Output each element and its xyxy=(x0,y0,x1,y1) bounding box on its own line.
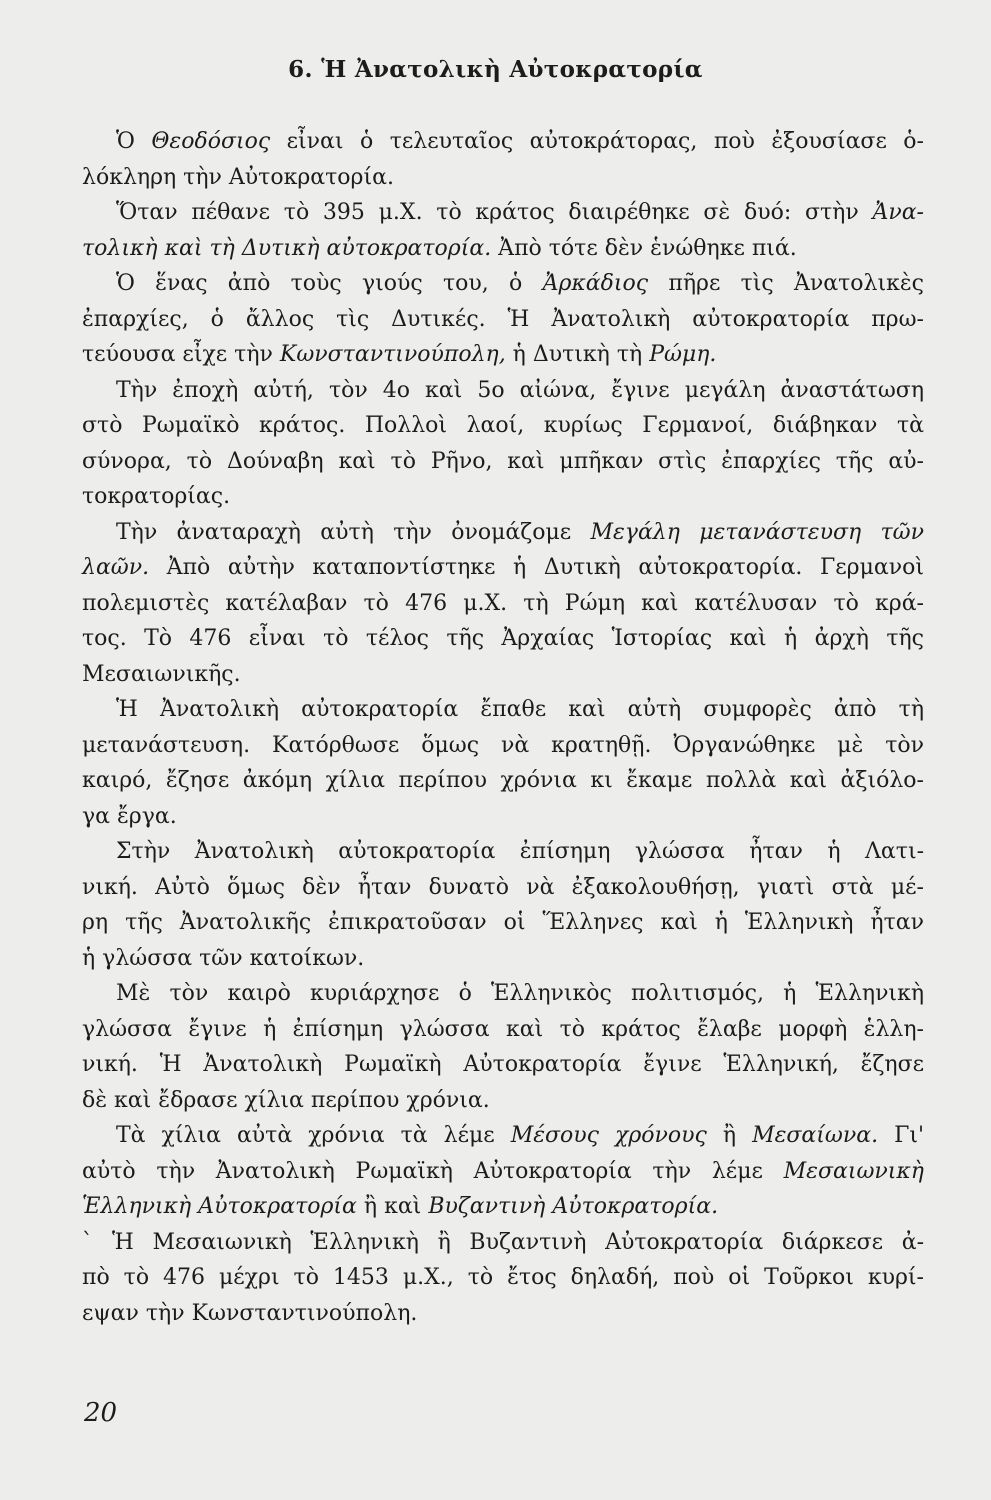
text-line: στὸ Ρωμαϊκὸ κράτος. Πολλοὶ λαοί, κυρίως Γερμανοί, διάβηκαν τὰ xyxy=(82,413,924,438)
text-line: εψαν τὴν Κωνσταντινούπολη. xyxy=(82,1300,418,1326)
text-line: Τὴν ἀναταραχὴ αὐτὴ τὴν ὀνομάζομε Μεγάλη μετανάστευση τῶν xyxy=(116,519,924,545)
text-line: Ὁ Θεοδόσιος εἶναι ὁ τελευταῖος αὐτοκράτορας, ποὺ ἐξουσίασε ὁ- xyxy=(116,129,924,154)
text-line: ` Ἡ Μεσαιωνικὴ Ἑλληνικὴ ἢ Βυζαντινὴ Αὐτοκρατορία διάρκεσε ἀ- xyxy=(82,1225,924,1261)
text-line: Μὲ τὸν καιρὸ κυριάρχησε ὁ Ἑλληνικὸς πολιτισμός, ἡ Ἑλληνικὴ xyxy=(116,981,924,1006)
text-line: νική. Ἡ Ἀνατολικὴ Ρωμαϊκὴ Αὐτοκρατορία ἔγινε Ἑλληνική, ἔζησε xyxy=(82,1052,924,1077)
text-line: Τὴν ἐποχὴ αὐτή, τὸν 4ο καὶ 5ο αἰώνα, ἔγινε μεγάλη ἀναστάτωση xyxy=(116,377,924,403)
text-line: αὐτὸ τὴν Ἀνατολικὴ Ρωμαϊκὴ Αὐτοκρατορία τὴν λέμε Μεσαιωνικὴ xyxy=(82,1158,924,1184)
text-line: Ἡ Ἀνατολικὴ αὐτοκρατορία ἔπαθε καὶ αὐτὴ συμφορὲς ἀπὸ τὴ xyxy=(116,697,924,722)
text-line: σύνορα, τὸ Δούναβη καὶ τὸ Ρῆνο, καὶ μπῆκαν στὶς ἐπαρχίες τῆς αὐ- xyxy=(82,448,924,474)
text-line: λόκληρη τὴν Αὐτοκρατορία. xyxy=(82,164,394,190)
text-line: Τὰ χίλια αὐτὰ χρόνια τὰ λέμε Μέσους χρόνους ἢ Μεσαίωνα. Γι' xyxy=(116,1123,925,1148)
text-line: τος. Τὸ 476 εἶναι τὸ τέλος τῆς Ἀρχαίας Ἱστορίας καὶ ἡ ἀρχὴ τῆς xyxy=(82,626,924,651)
page-number: 20 xyxy=(84,1398,118,1428)
text-line: τεύουσα εἶχε τὴν Κωνσταντινούπολη, ἡ Δυτικὴ τὴ Ρώμη. xyxy=(82,342,717,367)
body-text xyxy=(82,124,924,1331)
text-line: λαῶν. Ἀπὸ αὐτὴν καταποντίστηκε ἡ Δυτικὴ αὐτοκρατορία. Γερμανοὶ xyxy=(82,555,924,580)
text-line: Ὅταν πέθανε τὸ 395 μ.Χ. τὸ κράτος διαιρέθηκε σὲ δυό: στὴν Ἀνα- xyxy=(116,200,924,225)
chapter-heading: 6. Ἡ Ἀνατολικὴ Αὐτοκρατορία xyxy=(288,56,703,83)
text-line: νική. Αὐτὸ ὅμως δὲν ἦταν δυνατὸ νὰ ἐξακολουθήσῃ, γιατὶ στὰ μέ- xyxy=(82,874,924,900)
text-line: Στὴν Ἀνατολικὴ αὐτοκρατορία ἐπίσημη γλώσσα ἦταν ἡ Λατι- xyxy=(116,839,924,864)
text-line: πὸ τὸ 476 μέχρι τὸ 1453 μ.Χ., τὸ ἔτος δηλαδή, ποὺ οἱ Τοῦρκοι κυρί- xyxy=(82,1265,924,1290)
text-line: τολικὴ καὶ τὴ Δυτικὴ αὐτοκρατορία. Ἀπὸ τότε δὲν ἑνώθηκε πιά. xyxy=(82,235,797,261)
text-line: μετανάστευση. Κατόρθωσε ὅμως νὰ κρατηθῇ. Ὀργανώθηκε μὲ τὸν xyxy=(82,732,924,758)
text-line: Μεσαιωνικῆς. xyxy=(82,661,241,687)
text-line: πολεμιστὲς κατέλαβαν τὸ 476 μ.Χ. τὴ Ρώμη καὶ κατέλυσαν τὸ κρά- xyxy=(82,590,924,616)
text-line: τοκρατορίας. xyxy=(82,484,231,509)
text-line: δὲ καὶ ἔδρασε χίλια περίπου χρόνια. xyxy=(82,1087,490,1113)
text-line: γα ἔργα. xyxy=(82,803,177,829)
text-line: γλώσσα ἔγινε ἡ ἐπίσημη γλώσσα καὶ τὸ κράτος ἔλαβε μορφὴ ἑλλη- xyxy=(82,1016,924,1042)
stray-mark: ` xyxy=(82,1229,93,1255)
text-line: ρη τῆς Ἀνατολικῆς ἐπικρατοῦσαν οἱ Ἕλληνες καὶ ἡ Ἑλληνικὴ ἦταν xyxy=(82,910,924,935)
text-line: ἡ γλώσσα τῶν κατοίκων. xyxy=(82,945,365,971)
text-line: ἐπαρχίες, ὁ ἄλλος τὶς Δυτικές. Ἡ Ἀνατολικὴ αὐτοκρατορία πρω- xyxy=(82,306,924,332)
text-line: Ἑλληνικὴ Αὐτοκρατορία ἢ καὶ Βυζαντινὴ Αὐτοκρατορία. xyxy=(82,1194,719,1219)
text-line: Ὁ ἕνας ἀπὸ τοὺς γιούς του, ὁ Ἀρκάδιος πῆρε τὶς Ἀνατολικὲς xyxy=(116,271,924,296)
text-line: καιρό, ἔζησε ἀκόμη χίλια περίπου χρόνια κι ἔκαμε πολλὰ καὶ ἀξιόλο- xyxy=(82,768,924,793)
